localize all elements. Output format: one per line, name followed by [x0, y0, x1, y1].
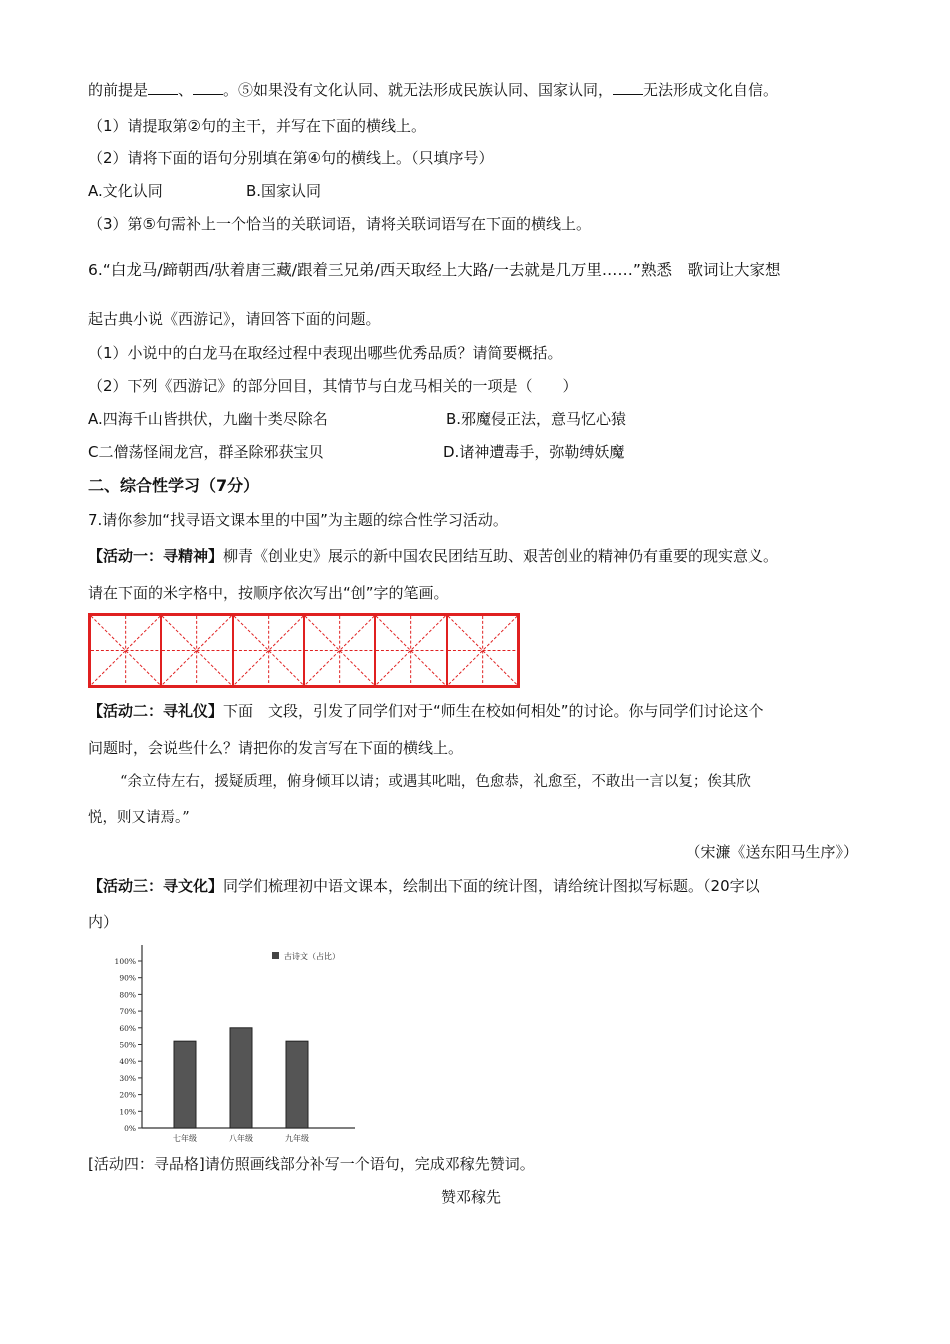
activity-3 [88, 876, 760, 896]
option-c: C二僧荡怪闹龙宫，群圣除邪获宝贝 [88, 443, 324, 461]
q6-stem: 6.“白龙马/蹄朝西/驮着唐三藏/跟着三兄弟/西天取经上大路/一去就是几万里……”熟悉 歌词让大家想 [88, 261, 781, 279]
option-b-nation: B.国家认同 [246, 182, 322, 200]
mizi-cell[interactable] [234, 616, 305, 685]
bar [286, 1041, 308, 1128]
blank[interactable] [613, 80, 643, 95]
y-tick-label: 50% [119, 1040, 136, 1050]
text: 、 [178, 81, 194, 99]
q6-sub2: （2）下列《西游记》的部分回目，其情节与白龙马相关的一项是（ ） [88, 377, 578, 395]
q6-stem-cont: 起古典小说《西游记》，请回答下面的问题。 [88, 310, 381, 328]
q5-sub3: （3）第⑤句需补上一个恰当的关联词语，请将关联词语写在下面的横线上。 [88, 215, 591, 233]
option-a: A.四海千山皆拱伏，九幽十类尽除名 [88, 410, 328, 428]
text: 的前提是 [88, 81, 149, 99]
q6-sub1: （1）小说中的白龙马在取经过程中表现出哪些优秀品质？请简要概括。 [88, 344, 563, 362]
bar [174, 1041, 196, 1128]
y-tick-label: 60% [119, 1023, 136, 1033]
y-tick-label: 100% [114, 957, 136, 966]
activity-3-text: 同学们梳理初中语文课本，绘制出下面的统计图，请给统计图拟写标题。（20字以 [223, 877, 760, 895]
option-a-culture: A.文化认同 [88, 182, 163, 200]
quote-line-1: “余立侍左右，援疑质理，俯身倾耳以请；或遇其叱咄，色愈恭，礼愈至，不敢出一言以复；俟其欣 [120, 774, 751, 790]
bar-chart [100, 940, 370, 1145]
mizi-cell[interactable] [305, 616, 376, 685]
activity-1-tag: 【活动一：寻精神】 [88, 547, 224, 565]
mizi-cell[interactable] [376, 616, 447, 685]
x-tick-label: 七年级 [173, 1134, 197, 1143]
activity-3-cont: 内） [88, 913, 119, 931]
q5-sub2: （2）请将下面的语句分别填在第④句的横线上。（只填序号） [88, 149, 494, 167]
mizi-grid [88, 613, 520, 688]
x-tick-label: 九年级 [285, 1134, 309, 1143]
mizi-cell[interactable] [91, 616, 162, 685]
quote-source: （宋濂《送东阳马生序》） [685, 843, 858, 861]
y-tick-label: 40% [119, 1057, 136, 1067]
activity-2-tag: 【活动二：寻礼仪】 [88, 702, 224, 720]
activity-1 [88, 546, 778, 566]
option-b: B.邪魔侵正法，意马忆心猿 [446, 410, 627, 428]
blank[interactable] [193, 80, 223, 95]
y-tick-label: 90% [119, 973, 136, 983]
legend-swatch [272, 952, 279, 959]
activity-2 [88, 701, 764, 721]
activity-2-instr: 问题时，会说些什么？请把你的发言写在下面的横线上。 [88, 739, 464, 757]
activity-4: [活动四：寻品格]请仿照画线部分补写一个语句，完成邓稼先赞词。 [88, 1155, 535, 1173]
option-d: D.诸神遭毒手，弥勒缚妖魔 [443, 443, 625, 461]
quote-line-2: 悦，则又请焉。” [88, 810, 190, 826]
y-tick-label: 10% [119, 1107, 136, 1117]
text: 无法形成文化自信。 [643, 81, 779, 99]
y-tick-label: 70% [119, 1007, 136, 1017]
x-tick-label: 八年级 [229, 1134, 253, 1143]
text: 。⑤如果没有文化认同、就无法形成民族认同、国家认同， [223, 81, 614, 99]
activity-1-text: 柳青《创业史》展示的新中国农民团结互助、艰苦创业的精神仍有重要的现实意义。 [223, 547, 779, 565]
y-tick-label: 30% [119, 1073, 136, 1083]
mizi-cell[interactable] [162, 616, 233, 685]
y-tick-label: 0% [124, 1124, 136, 1133]
activity-2-text: 下面 文段，引发了同学们对于“师生在校如何相处”的讨论。你与同学们讨论这个 [223, 702, 764, 720]
section-heading: 二、综合性学习（7分） [88, 476, 260, 495]
q5-sub1: （1）请提取第②句的主干，并写在下面的横线上。 [88, 117, 426, 135]
y-tick-label: 80% [119, 990, 136, 1000]
legend-label: 古诗文（占比） [284, 952, 340, 961]
bar [230, 1028, 252, 1128]
activity-3-tag: 【活动三：寻文化】 [88, 877, 224, 895]
q7-stem: 7.请你参加“找寻语文课本里的中国”为主题的综合性学习活动。 [88, 511, 508, 529]
line-1 [88, 80, 778, 100]
deng-title: 赞邓稼先 [441, 1188, 502, 1206]
y-tick-label: 20% [119, 1090, 136, 1100]
mizi-cell[interactable] [448, 616, 517, 685]
blank[interactable] [148, 80, 178, 95]
activity-1-instr: 请在下面的米字格中，按顺序依次写出“创”字的笔画。 [88, 584, 449, 602]
